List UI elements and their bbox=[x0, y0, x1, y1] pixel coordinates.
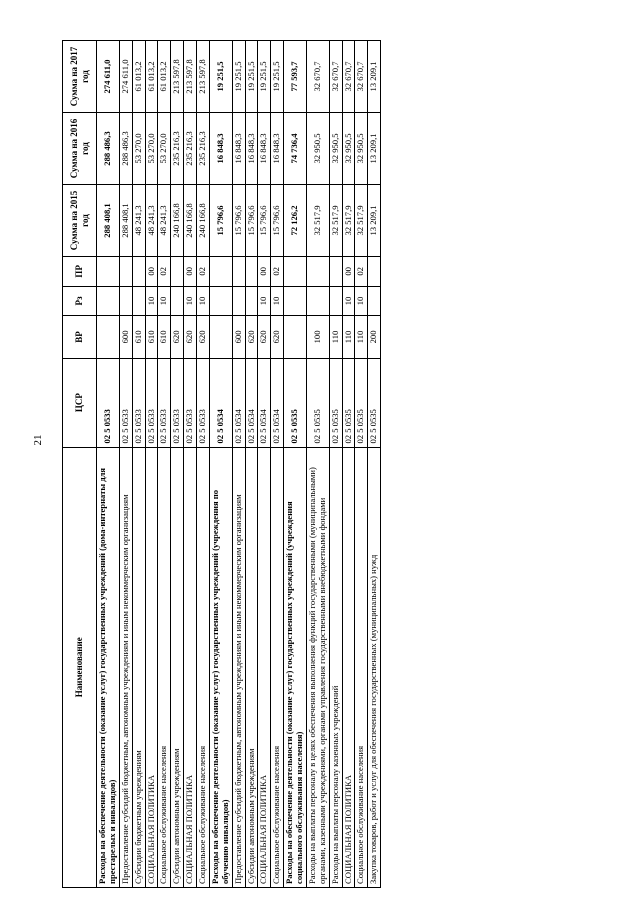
cell-name: Расходы на обеспечение деятельности (оказание услуг) государственных учреждений (учреждения по обучению инвалидов) bbox=[209, 447, 232, 887]
cell-2017: 213 597,8 bbox=[184, 41, 197, 113]
cell-name: Социальное обслуживание населения bbox=[355, 447, 368, 887]
header-name: Наименование bbox=[63, 447, 97, 887]
cell-2015: 240 166,8 bbox=[171, 185, 184, 257]
cell-2016: 32 950,5 bbox=[342, 113, 355, 185]
cell-rz: 10 bbox=[197, 286, 210, 316]
cell-2015: 15 796,6 bbox=[271, 185, 284, 257]
table-row bbox=[232, 41, 245, 888]
cell-vr: 600 bbox=[119, 316, 132, 358]
cell-vr: 620 bbox=[245, 316, 258, 358]
cell-rz bbox=[284, 286, 307, 316]
cell-2016: 235 216,3 bbox=[184, 113, 197, 185]
cell-pr bbox=[306, 256, 329, 286]
cell-rz bbox=[306, 286, 329, 316]
cell-2017: 32 670,7 bbox=[355, 41, 368, 113]
cell-2015: 240 166,8 bbox=[184, 185, 197, 257]
cell-rz bbox=[232, 286, 245, 316]
cell-2017: 213 597,8 bbox=[171, 41, 184, 113]
cell-2015: 15 796,6 bbox=[258, 185, 271, 257]
table-row bbox=[119, 41, 132, 888]
cell-rz bbox=[97, 286, 120, 316]
table-row bbox=[258, 41, 271, 888]
cell-2016: 235 216,3 bbox=[197, 113, 210, 185]
cell-rz: 10 bbox=[355, 286, 368, 316]
cell-2015: 48 241,3 bbox=[158, 185, 171, 257]
cell-vr: 600 bbox=[232, 316, 245, 358]
cell-2016: 16 848,3 bbox=[209, 113, 232, 185]
cell-2017: 213 597,8 bbox=[197, 41, 210, 113]
cell-name: СОЦИАЛЬНАЯ ПОЛИТИКА bbox=[258, 447, 271, 887]
header-2015: Сумма на 2015 год bbox=[63, 185, 97, 257]
cell-2017: 61 013,2 bbox=[158, 41, 171, 113]
cell-csr: 02 5 0533 bbox=[119, 358, 132, 447]
cell-vr: 100 bbox=[306, 316, 329, 358]
cell-2015: 15 796,6 bbox=[245, 185, 258, 257]
cell-vr: 620 bbox=[171, 316, 184, 358]
cell-pr bbox=[284, 256, 307, 286]
cell-rz: 10 bbox=[145, 286, 158, 316]
cell-pr bbox=[97, 256, 120, 286]
table-row bbox=[342, 41, 355, 888]
cell-2017: 274 611,0 bbox=[97, 41, 120, 113]
cell-2017: 32 670,7 bbox=[329, 41, 342, 113]
cell-2016: 235 216,3 bbox=[171, 113, 184, 185]
header-2017: Сумма на 2017 год bbox=[63, 41, 97, 113]
cell-csr: 02 5 0533 bbox=[184, 358, 197, 447]
cell-pr: 02 bbox=[271, 256, 284, 286]
table-row bbox=[284, 41, 307, 888]
cell-2015: 15 796,6 bbox=[232, 185, 245, 257]
table-row bbox=[329, 41, 342, 888]
cell-2016: 16 848,3 bbox=[245, 113, 258, 185]
cell-csr: 02 5 0534 bbox=[245, 358, 258, 447]
cell-pr bbox=[245, 256, 258, 286]
table-body bbox=[97, 41, 381, 888]
cell-vr bbox=[97, 316, 120, 358]
header-rz: Рз bbox=[63, 286, 97, 316]
cell-2016: 32 950,5 bbox=[306, 113, 329, 185]
table-row bbox=[209, 41, 232, 888]
cell-2015: 48 241,3 bbox=[145, 185, 158, 257]
cell-name: Расходы на обеспечение деятельности (оказание услуг) государственных учреждений (учреждения социального обслуживания населения) bbox=[284, 447, 307, 887]
cell-2016: 16 848,3 bbox=[232, 113, 245, 185]
cell-pr bbox=[368, 256, 381, 286]
cell-csr: 02 5 0534 bbox=[209, 358, 232, 447]
page-number: 21 bbox=[32, 434, 44, 446]
rotated-page-content bbox=[62, 40, 582, 888]
cell-pr: 00 bbox=[184, 256, 197, 286]
cell-csr: 02 5 0535 bbox=[329, 358, 342, 447]
cell-vr: 620 bbox=[184, 316, 197, 358]
cell-name: СОЦИАЛЬНАЯ ПОЛИТИКА bbox=[184, 447, 197, 887]
cell-name: Расходы на выплаты персоналу казенных учреждений bbox=[329, 447, 342, 887]
cell-pr: 00 bbox=[145, 256, 158, 286]
cell-2017: 19 251,5 bbox=[232, 41, 245, 113]
cell-2016: 32 950,5 bbox=[355, 113, 368, 185]
cell-rz bbox=[171, 286, 184, 316]
cell-2017: 32 670,7 bbox=[306, 41, 329, 113]
cell-name: Социальное обслуживание населения bbox=[158, 447, 171, 887]
cell-csr: 02 5 0534 bbox=[232, 358, 245, 447]
cell-2015: 32 517,9 bbox=[355, 185, 368, 257]
header-2016: Сумма на 2016 год bbox=[63, 113, 97, 185]
cell-name: Расходы на выплаты персоналу в целях обеспечения выполнения функций государственными (муниципальными) органами, казенными учреждениями, органами управления государственными внебюджетными фондами bbox=[306, 447, 329, 887]
cell-2016: 16 848,3 bbox=[258, 113, 271, 185]
cell-rz bbox=[209, 286, 232, 316]
cell-pr bbox=[209, 256, 232, 286]
header-vr: ВР bbox=[63, 316, 97, 358]
cell-vr bbox=[284, 316, 307, 358]
cell-rz bbox=[132, 286, 145, 316]
cell-2015: 72 126,2 bbox=[284, 185, 307, 257]
cell-vr: 110 bbox=[355, 316, 368, 358]
cell-name: Субсидии автономным учреждениям bbox=[171, 447, 184, 887]
cell-vr bbox=[209, 316, 232, 358]
cell-csr: 02 5 0533 bbox=[171, 358, 184, 447]
cell-2015: 288 408,1 bbox=[97, 185, 120, 257]
cell-csr: 02 5 0533 bbox=[197, 358, 210, 447]
table-row bbox=[197, 41, 210, 888]
cell-csr: 02 5 0533 bbox=[158, 358, 171, 447]
cell-csr: 02 5 0535 bbox=[306, 358, 329, 447]
cell-2015: 32 517,9 bbox=[342, 185, 355, 257]
cell-2016: 13 209,1 bbox=[368, 113, 381, 185]
cell-csr: 02 5 0535 bbox=[368, 358, 381, 447]
cell-pr bbox=[132, 256, 145, 286]
cell-2015: 15 796,6 bbox=[209, 185, 232, 257]
cell-2016: 32 950,5 bbox=[329, 113, 342, 185]
cell-2017: 61 013,2 bbox=[132, 41, 145, 113]
table-row bbox=[184, 41, 197, 888]
cell-vr: 200 bbox=[368, 316, 381, 358]
cell-2015: 288 408,1 bbox=[119, 185, 132, 257]
cell-2016: 53 270,0 bbox=[132, 113, 145, 185]
table-row bbox=[355, 41, 368, 888]
cell-pr: 00 bbox=[342, 256, 355, 286]
cell-pr bbox=[171, 256, 184, 286]
cell-vr: 610 bbox=[158, 316, 171, 358]
cell-2017: 61 013,2 bbox=[145, 41, 158, 113]
cell-vr: 620 bbox=[271, 316, 284, 358]
header-csr: ЦСР bbox=[63, 358, 97, 447]
cell-2017: 19 251,5 bbox=[258, 41, 271, 113]
cell-csr: 02 5 0534 bbox=[258, 358, 271, 447]
cell-2015: 32 517,9 bbox=[329, 185, 342, 257]
cell-rz bbox=[119, 286, 132, 316]
cell-2017: 19 251,5 bbox=[209, 41, 232, 113]
cell-vr: 610 bbox=[132, 316, 145, 358]
table-header-row bbox=[63, 41, 97, 888]
table-row bbox=[171, 41, 184, 888]
cell-vr: 110 bbox=[342, 316, 355, 358]
cell-2017: 77 593,7 bbox=[284, 41, 307, 113]
cell-name: Предоставление субсидий бюджетным, автономным учреждениям и иным некоммерческим организациям bbox=[232, 447, 245, 887]
cell-csr: 02 5 0533 bbox=[97, 358, 120, 447]
header-pr: ПР bbox=[63, 256, 97, 286]
cell-rz: 10 bbox=[342, 286, 355, 316]
budget-table bbox=[62, 40, 381, 888]
cell-rz: 10 bbox=[271, 286, 284, 316]
cell-2015: 240 166,8 bbox=[197, 185, 210, 257]
cell-vr: 620 bbox=[258, 316, 271, 358]
cell-vr: 610 bbox=[145, 316, 158, 358]
table-row bbox=[97, 41, 120, 888]
cell-2015: 48 241,3 bbox=[132, 185, 145, 257]
table-row bbox=[245, 41, 258, 888]
table-row bbox=[145, 41, 158, 888]
cell-name: Социальное обслуживание населения bbox=[197, 447, 210, 887]
cell-name: СОЦИАЛЬНАЯ ПОЛИТИКА bbox=[342, 447, 355, 887]
cell-rz bbox=[368, 286, 381, 316]
cell-rz bbox=[329, 286, 342, 316]
cell-pr bbox=[329, 256, 342, 286]
cell-csr: 02 5 0535 bbox=[342, 358, 355, 447]
cell-2016: 288 486,3 bbox=[119, 113, 132, 185]
table-row bbox=[132, 41, 145, 888]
cell-rz: 10 bbox=[258, 286, 271, 316]
cell-name: Предоставление субсидий бюджетным, автономным учреждениям и иным некоммерческим организациям bbox=[119, 447, 132, 887]
cell-2016: 288 486,3 bbox=[97, 113, 120, 185]
cell-2016: 53 270,0 bbox=[158, 113, 171, 185]
cell-csr: 02 5 0535 bbox=[355, 358, 368, 447]
cell-pr: 02 bbox=[197, 256, 210, 286]
cell-2015: 13 209,1 bbox=[368, 185, 381, 257]
cell-pr bbox=[119, 256, 132, 286]
cell-2016: 74 736,4 bbox=[284, 113, 307, 185]
cell-name: Субсидии автономным учреждениям bbox=[245, 447, 258, 887]
cell-rz: 10 bbox=[184, 286, 197, 316]
cell-2017: 32 670,7 bbox=[342, 41, 355, 113]
cell-name: СОЦИАЛЬНАЯ ПОЛИТИКА bbox=[145, 447, 158, 887]
cell-2017: 13 209,1 bbox=[368, 41, 381, 113]
cell-csr: 02 5 0534 bbox=[271, 358, 284, 447]
cell-csr: 02 5 0533 bbox=[132, 358, 145, 447]
cell-vr: 110 bbox=[329, 316, 342, 358]
table-row bbox=[158, 41, 171, 888]
cell-2017: 19 251,5 bbox=[271, 41, 284, 113]
cell-pr: 02 bbox=[158, 256, 171, 286]
cell-name: Закупка товаров, работ и услуг для обеспечения государственных (муниципальных) нужд bbox=[368, 447, 381, 887]
table-row bbox=[306, 41, 329, 888]
cell-2016: 53 270,0 bbox=[145, 113, 158, 185]
cell-2016: 16 848,3 bbox=[271, 113, 284, 185]
cell-csr: 02 5 0533 bbox=[145, 358, 158, 447]
table-row bbox=[368, 41, 381, 888]
cell-pr: 00 bbox=[258, 256, 271, 286]
cell-name: Социальное обслуживание населения bbox=[271, 447, 284, 887]
cell-pr bbox=[232, 256, 245, 286]
cell-2015: 32 517,9 bbox=[306, 185, 329, 257]
cell-csr: 02 5 0535 bbox=[284, 358, 307, 447]
cell-vr: 620 bbox=[197, 316, 210, 358]
cell-name: Расходы на обеспечение деятельности (оказание услуг) государственных учреждений (дома-интернаты для престарелых и инвалидов) bbox=[97, 447, 120, 887]
cell-rz: 10 bbox=[158, 286, 171, 316]
cell-rz bbox=[245, 286, 258, 316]
table-row bbox=[271, 41, 284, 888]
cell-2017: 274 611,0 bbox=[119, 41, 132, 113]
cell-pr: 02 bbox=[355, 256, 368, 286]
cell-2017: 19 251,5 bbox=[245, 41, 258, 113]
cell-name: Субсидии бюджетным учреждениям bbox=[132, 447, 145, 887]
